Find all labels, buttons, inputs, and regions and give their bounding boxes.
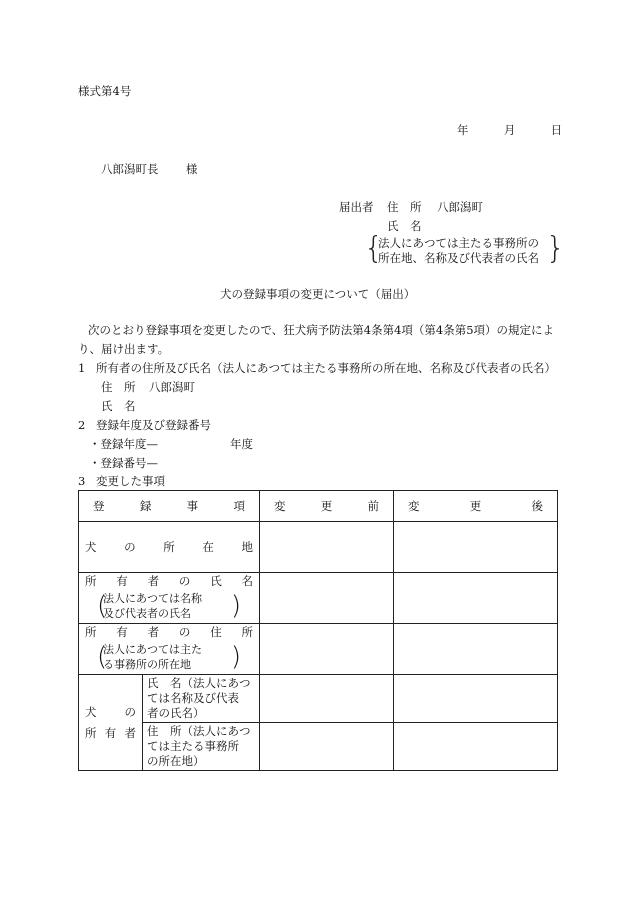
row-dog-location-after[interactable] — [394, 522, 558, 573]
sub-name-line2: ては名称及び代表 — [147, 691, 239, 705]
notifier-corp-note-line1: 法人にあつては主たる事務所の — [378, 236, 539, 250]
spread-char: 犬 — [85, 705, 97, 720]
spread-char: 項 — [233, 498, 245, 513]
row-owner-name-note2: 及び代表者の氏名 — [103, 607, 191, 620]
spread-char: 更 — [469, 498, 482, 513]
spread-char: 所 — [85, 574, 97, 588]
spread-char: 者 — [147, 574, 160, 588]
left-paren: ( — [97, 642, 108, 672]
row-owner-name-before[interactable] — [260, 573, 394, 624]
dog-owner-label — [79, 675, 143, 771]
document-title: 犬の登録事項の変更について（届出） — [220, 287, 416, 301]
spread-char: 事 — [186, 498, 199, 513]
date-day-label: 日 — [550, 123, 563, 137]
row-dog-location-text — [79, 540, 259, 554]
notifier-address-value: 八郎潟町 — [437, 200, 483, 214]
table-row — [79, 573, 558, 624]
spread-char: 有 — [104, 725, 117, 740]
form-number: 様式第4号 — [78, 84, 132, 98]
header-before — [260, 491, 394, 522]
sub-name-line3: 者の氏名） — [147, 706, 205, 720]
spread-char: 住 — [210, 625, 222, 639]
spread-char: 在 — [202, 539, 214, 554]
row-owner-address-before[interactable] — [260, 624, 394, 675]
item1-address-value: 八郎潟町 — [149, 380, 195, 394]
date-month-label: 月 — [503, 123, 516, 137]
table-row — [79, 675, 558, 723]
addressee — [101, 162, 197, 176]
spread-char: 登 — [93, 498, 105, 513]
spread-char: 有 — [116, 625, 128, 639]
row-owner-name-label — [79, 573, 260, 624]
table-header-row — [79, 491, 558, 522]
sub-address-label — [143, 723, 260, 771]
sub-addr-line2: ては主たる事務所 — [147, 739, 239, 753]
item2-year-suffix: 年度 — [230, 437, 253, 451]
right-brace: } — [546, 231, 566, 266]
spread-char: 変 — [274, 498, 286, 513]
spread-char: の — [178, 625, 191, 639]
header-before-text — [260, 499, 393, 513]
notifier-corp-note-line2: 所在地、名称及び代表者の氏名 — [378, 251, 539, 265]
sub-addr-line1: 住 所（法人にあつ — [147, 724, 251, 738]
spread-char: 所 — [163, 539, 175, 554]
row-owner-address-after[interactable] — [394, 624, 558, 675]
row-owner-name-after[interactable] — [394, 573, 558, 624]
date-line — [457, 123, 562, 137]
item1-heading: 所有者の住所及び氏名（法人にあつては主たる事務所の所在地、名称及び代表者の氏名） — [96, 361, 556, 375]
spread-char: 録 — [139, 498, 152, 513]
intro-line1: 次のとおり登録事項を変更したので、狂犬病予防法第4条第4項（第4条第5項）の規定によ — [88, 323, 555, 337]
spread-char: の — [124, 705, 136, 720]
left-brace: { — [364, 231, 384, 266]
item3-number: 3 — [78, 474, 86, 488]
dog-owner-label1 — [79, 705, 142, 719]
row-owner-address-note — [79, 640, 259, 674]
spread-char: 更 — [320, 498, 333, 513]
header-after-text — [394, 499, 557, 513]
table-row — [79, 522, 558, 573]
addressee-name: 八郎潟町長 — [101, 162, 159, 176]
table-row — [79, 723, 558, 771]
sub-address-after[interactable] — [394, 723, 558, 771]
row-owner-address-label — [79, 624, 260, 675]
item2-year-label: ・登録年度— — [89, 437, 158, 451]
item1-address-label: 住 所 — [101, 380, 136, 394]
row-owner-address-text — [79, 624, 259, 640]
header-registered-item-text — [79, 499, 259, 513]
spread-char: 地 — [241, 539, 253, 554]
sub-name-after[interactable] — [394, 675, 558, 723]
sub-addr-line3: の所在地） — [147, 754, 205, 768]
sub-name-line1: 氏 名（法人にあつ — [147, 676, 251, 690]
spread-char: 所 — [85, 625, 97, 639]
item3-heading: 変更した事項 — [96, 474, 165, 488]
spread-char: 者 — [147, 625, 160, 639]
sub-name-before[interactable] — [260, 675, 394, 723]
spread-char: の — [124, 539, 136, 554]
spread-char: 者 — [124, 725, 136, 740]
spread-char: の — [178, 574, 191, 588]
spread-char: 有 — [116, 574, 128, 588]
notifier-address-label: 住 所 — [387, 200, 422, 214]
sub-address-before[interactable] — [260, 723, 394, 771]
right-paren: ) — [230, 591, 241, 621]
date-year-label: 年 — [457, 123, 469, 137]
spread-char: 前 — [367, 498, 379, 513]
spread-char: 所 — [85, 725, 97, 740]
spread-char: 犬 — [85, 539, 97, 554]
item1-number: 1 — [78, 361, 86, 375]
item2-number-label: ・登録番号— — [89, 456, 158, 470]
spread-char: 後 — [531, 498, 543, 513]
intro-line2: り、届け出ます。 — [78, 342, 170, 356]
left-paren: ( — [97, 591, 108, 621]
table-row — [79, 624, 558, 675]
spread-char: 名 — [241, 574, 253, 588]
dog-owner-label2 — [79, 726, 142, 740]
change-table — [78, 490, 558, 771]
sub-name-label — [143, 675, 260, 723]
item2-heading: 登録年度及び登録番号 — [96, 418, 211, 432]
item1-name-label: 氏 名 — [101, 399, 136, 413]
notifier-label: 届出者 — [339, 200, 374, 214]
addressee-honorific: 様 — [185, 162, 198, 176]
row-owner-name-text — [79, 573, 259, 589]
notifier-name-label: 氏 名 — [387, 219, 422, 233]
row-dog-location-label — [79, 522, 260, 573]
row-owner-name-note1: 法人にあつては名称 — [103, 592, 202, 605]
spread-char: 氏 — [210, 574, 222, 588]
header-after — [394, 491, 558, 522]
row-owner-address-note1: 法人にあつては主た — [103, 643, 202, 656]
spread-char: 所 — [241, 625, 253, 639]
header-registered-item — [79, 491, 260, 522]
right-paren: ) — [230, 642, 241, 672]
item2-number: 2 — [78, 418, 86, 432]
row-owner-address-note2: る事務所の所在地 — [103, 658, 191, 671]
row-dog-location-before[interactable] — [260, 522, 394, 573]
spread-char: 変 — [408, 498, 420, 513]
notifier-corp-note — [364, 231, 566, 266]
row-owner-name-note — [79, 589, 259, 623]
